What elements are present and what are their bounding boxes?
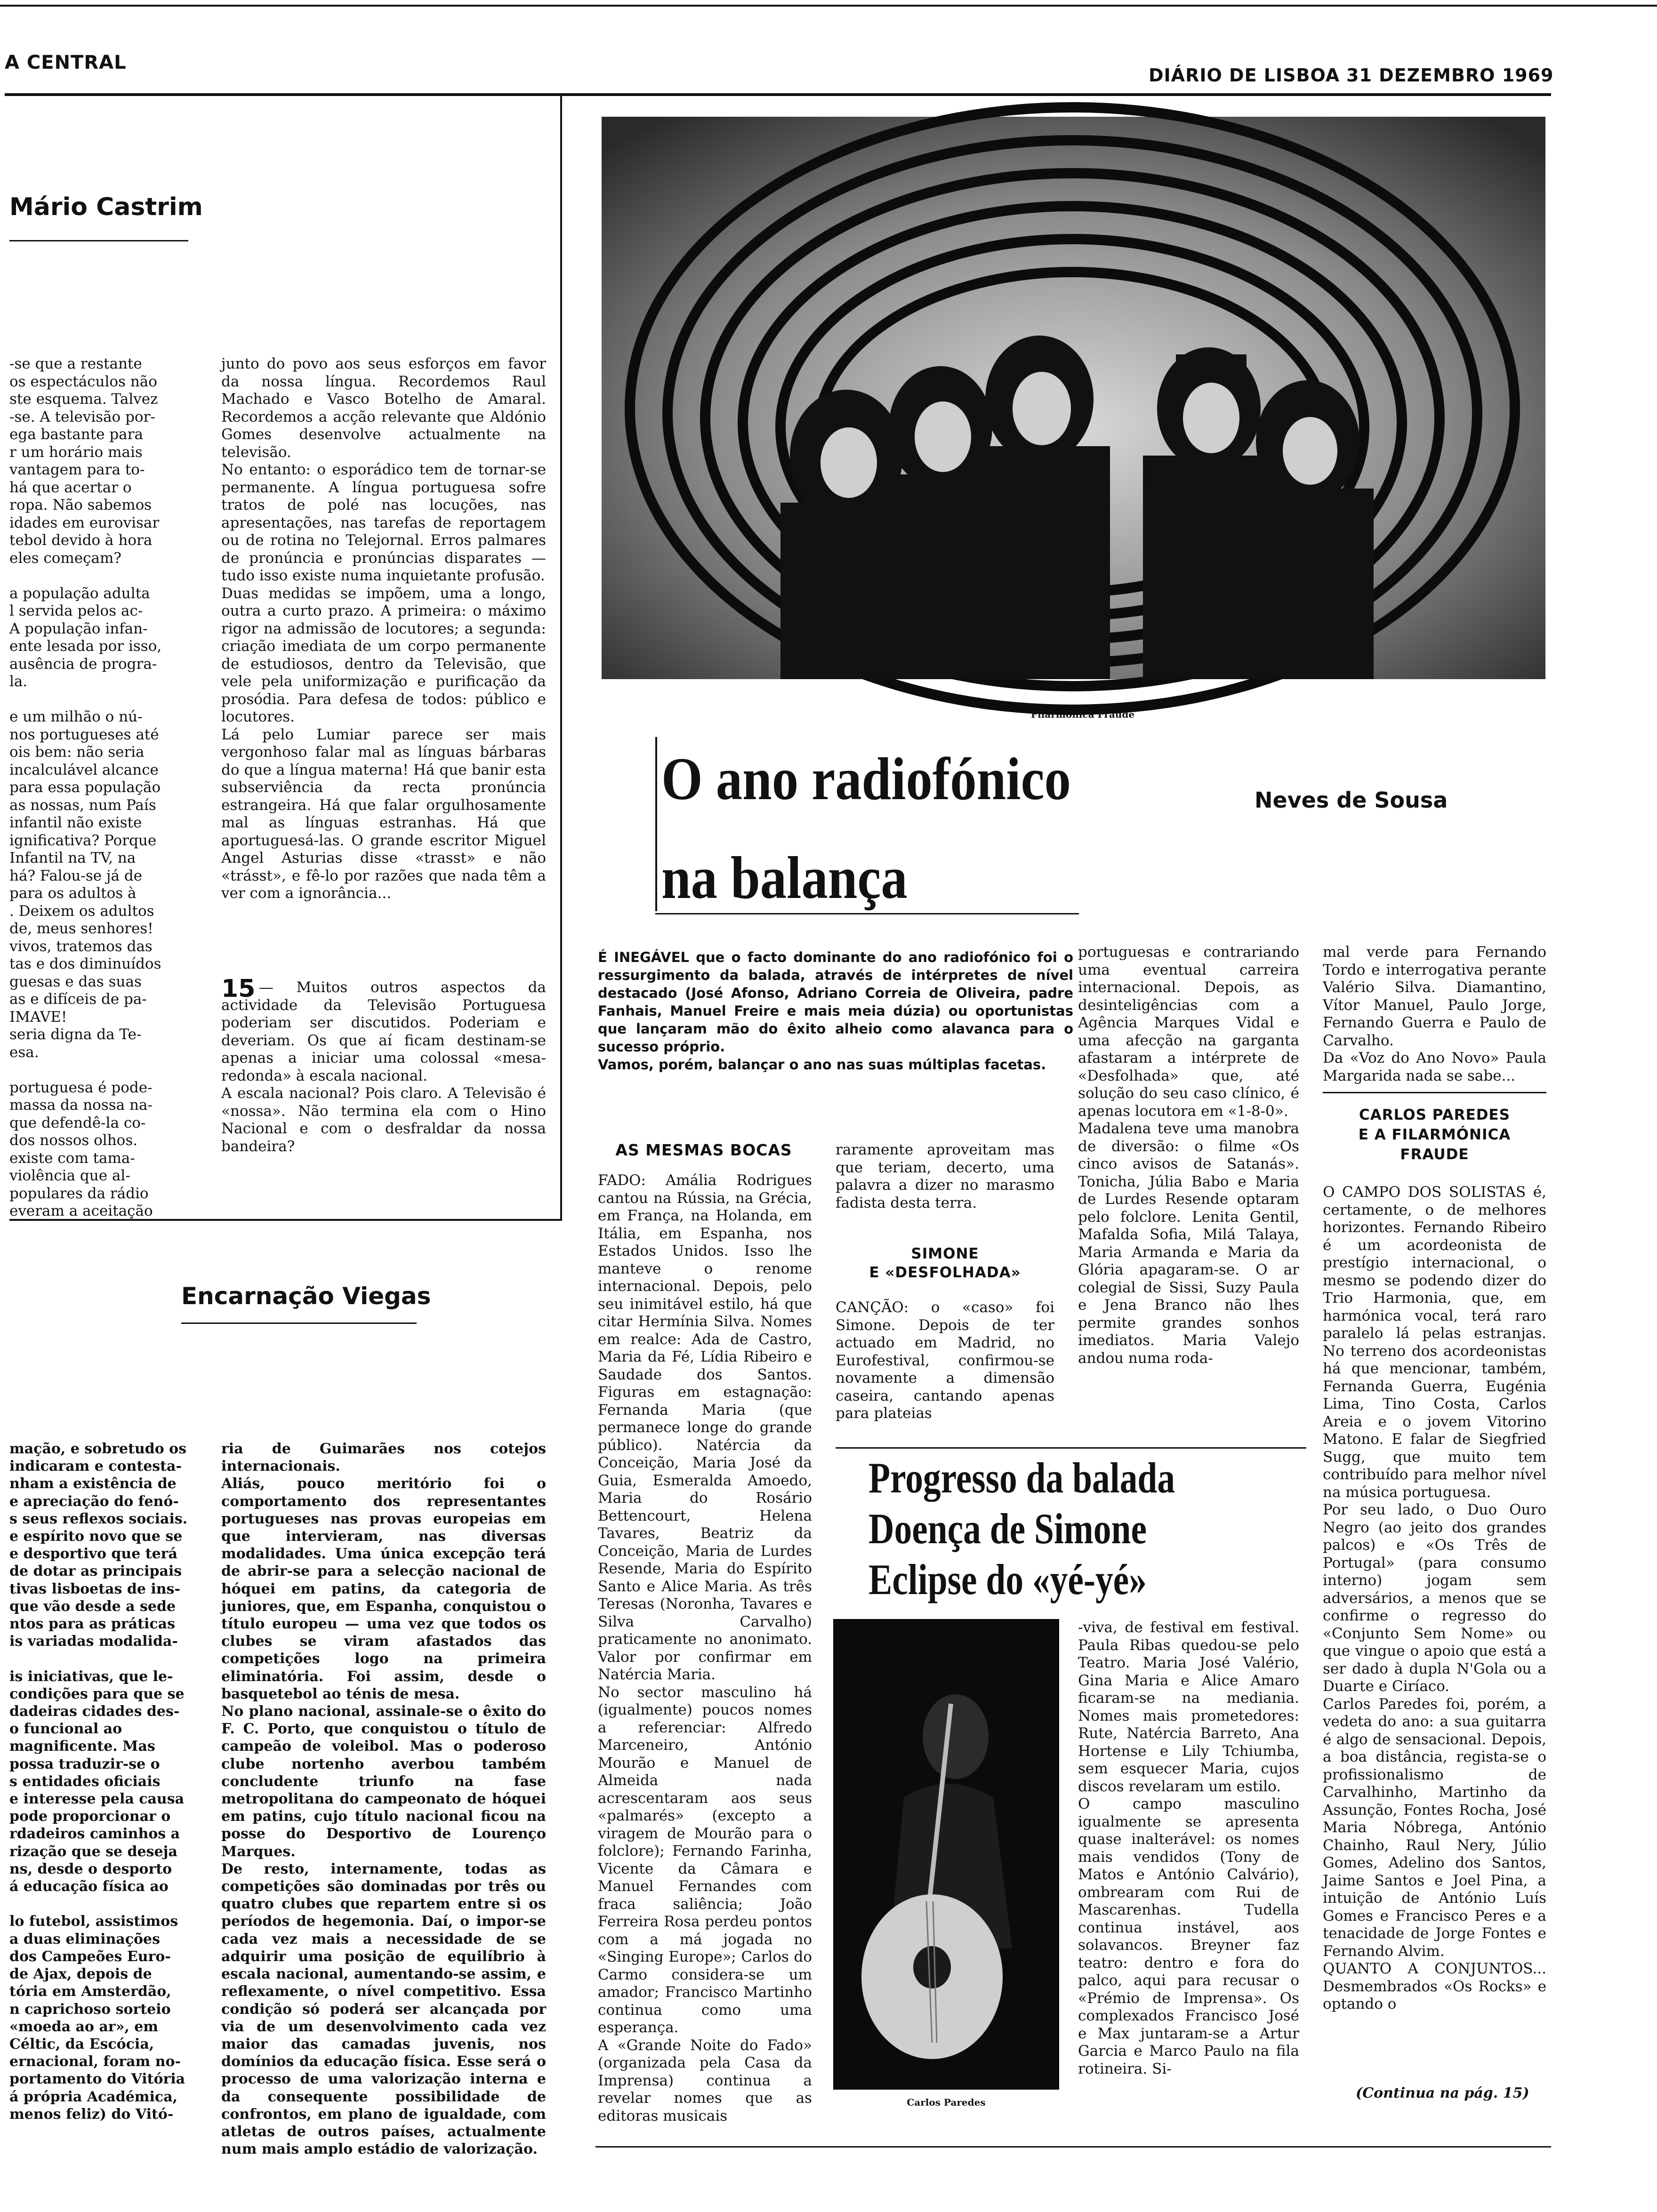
headline-line-1: O ano radiofónico xyxy=(661,745,1071,812)
continued-note: (Continua na pág. 15) xyxy=(1356,2085,1529,2101)
issue-date: 31 DEZEMBRO 1969 xyxy=(1346,65,1554,86)
masthead-rule xyxy=(5,93,1551,96)
subhead-carlos-paredes: CARLOS PAREDES xyxy=(1359,1106,1510,1123)
main-col5: -viva, de festival em festival. Paula Ribas quedou-se pelo Teatro. Maria José Valério, Gina Maria e Alice Amaro ficaram-se na mediania. Nomes mais prometedores: Rute, Natércia Barreto, Ana Hortense e Lily Tchiumba, sem esquecer Maria, cujos discos revelaram um estilo. O campo masculino igualmente se apresenta quase inalterável: os nomes mais vendidos (Tony de Matos e António Calvário), ombrearam com Rui de Mascarenhas. Tudella continua instável, aos solavancos. Breyner faz teatro: dentro e fora do palco, aqui para recusar o «Prémio de Imprensa». Os complexados Francisco José e Max juntaram-se a Artur Garcia e Marco Paulo na fila rotineira. Si- xyxy=(1078,1619,1299,2077)
headline-side-rule xyxy=(655,737,657,911)
subheadline-3: Eclipse do «yé-yé» xyxy=(869,1555,1147,1603)
subheadline-top-rule xyxy=(836,1447,1306,1449)
band-photo xyxy=(602,117,1545,679)
section-label: A CENTRAL xyxy=(5,52,127,73)
main-article-lead: É INEGÁVEL que o facto dominante do ano radiofónico foi o ressurgimento da balada, através de intérpretes de nível destacado (José Afonso, Adriano Correia de Oliveira, padre Fanhais, Manuel Freire e mais meia dúzia) ou oportunistas que lançaram mão do êxito alheio como alavanca para o sucesso próprio. Vamos, porém, balançar o ano nas suas múltiplas facetas. xyxy=(598,949,1073,1073)
top-rule xyxy=(0,5,1657,7)
bottom-left-col1: mação, e sobretudo os indicaram e contesta- nham a existência de e apreciação do fenó- s seus reflexos sociais. e espírito novo que se e desportivo que terá de dotar as principais tivas lisboetas de ins- que vão desde a sede ntos para as práticas is variadas modalida- is iniciativas, que le- condições para que se dadeiras cidades des- o funcional ao magnificente. Mas possa traduzir-se o s entidades oficiais e interesse pela causa pode proporcionar o rdadeiros caminhos a rização que se deseja ns, desde o desporto á educação física ao lo futebol, assistimos a duas eliminações dos Campeões Euro- de Ajax, depois de tória em Amsterdão, n caprichoso sorteio «moeda ao ar», em Céltic, da Escócia, ernacional, foram no- portamento do Vitória á própria Académica, menos feliz) do Vitó- xyxy=(9,1441,188,2123)
main-col2: raramente aproveitam mas que teriam, decerto, uma palavra a dizer no marasmo fadista desta terra. xyxy=(836,1141,1054,1211)
main-article-author: Neves de Sousa xyxy=(1255,787,1448,813)
guitar-player-image xyxy=(833,1619,1059,2090)
bottom-left-author: Encarnação Viegas xyxy=(181,1282,431,1310)
headline-rule xyxy=(655,913,1079,914)
band-photo-caption: Filarmónica Fraude xyxy=(1030,709,1135,720)
main-col2b: CANÇÃO: o «caso» foi Simone. Depois de ter actuado em Madrid, no Eurofestival, confirmou-se novamente a dimensão caseira, cantando apenas para plateias xyxy=(836,1299,1054,1422)
headline-line-2: na balança xyxy=(661,844,908,911)
left-article-author: Mário Castrim xyxy=(9,193,203,221)
left-article-col2b: — Muitos outros aspectos da actividade da Televisão Portuguesa poderiam ser discutidos. Poderiam e deveriam. Os que aí ficam destinam-se apenas a iniciar uma colossal «mesa-redonda» à escala nacional. A escala nacional? Pois claro. A Televisão é «nossa». Não termina ela com o Hino Nacional e com o desfraldar da nossa bandeira? xyxy=(221,979,546,1155)
left-article-col2: junto do povo aos seus esforços em favor da nossa língua. Recordemos Raul Machado e Vasco Botelho de Amaral. Recordemos a acção relevante que Aldónio Gomes desenvolve actualmente na televisão. No entanto: o esporádico tem de tornar-se permanente. A língua portuguesa sofre tratos de polé nas locuções, nas apresentações, nas tarefas de reportagem ou de rotina no Telejornal. Erros palmares de pronúncia e pronúncias disparates — tudo isso existe numa inquietante profusão. Duas medidas se impõem, uma a longo, outra a curto prazo. A primeira: o máximo rigor na admissão de locutores; a segunda: criação imediata de um corpo permanente de estudiosos, dentro da Televisão, que vele pela uniformização e purificação da prosódia. Para defesa de todos: público e locutores. Lá pelo Lumiar parece ser mais vergonhoso falar mal as línguas bárbaras do que a língua materna! Há que banir esta subserviência da recta pronúncia estrangeira. Há que falar orgulhosamente mal as línguas estranhas. Há que aportuguesá-las. O grande escritor Miguel Angel Asturias disse «trasst» e não «trásst», e fê-lo por razões que nada têm a ver com a ignorância... xyxy=(221,355,546,902)
author-rule xyxy=(9,240,188,241)
band-photo-image xyxy=(602,117,1545,679)
bottom-left-author-rule xyxy=(181,1322,417,1324)
main-col4b: O CAMPO DOS SOLISTAS é, certamente, o de melhores horizontes. Fernando Ribeiro é um acordeonista de prestígio internacional, o mesmo se podendo dizer do Trio Harmonia, que, em harmónica vocal, terá raro paralelo lá pelas estranjas. No terreno dos acordeonistas há que mencionar, também, Fernanda Guerra, Eugénia Lima, Tino Costa, Carlos Areia e o jovem Vitorino Matono. E falar de Siegfried Sugg, que muito tem contribuído para melhor nível na música portuguesa. Por seu lado, o Duo Ouro Negro (ao jeito dos grandes palcos) e «Os Três de Portugal» (para consumo interno) jogam sem adversários, a menos que se confirme o regresso do «Conjunto Sem Nome» ou que vingue o apoio que está a ser dado à dupla N'Gola ou a Duarte e Ciríaco. Carlos Paredes foi, porém, a vedeta do ano: a sua guitarra é algo de sensacional. Depois, a boa distância, regista-se o profissionalismo de Carvalhinho, Martinho da Assunção, Fontes Rocha, José Maria Nóbrega, António Chainho, Raul Nery, Júlio Gomes, Adelino dos Santos, Jaime Santos e Joel Pina, a intuição de António Luís Gomes e Francisco Peres e a tenacidade de Jorge Fontes e Fernando Alvim. QUANTO A CONJUNTOS... Desmembrados «Os Rocks» e optando o xyxy=(1323,1184,1546,2012)
subheadline-2: Doença de Simone xyxy=(869,1505,1147,1553)
subhead-fraude: FRAUDE xyxy=(1400,1146,1469,1163)
col4-divider xyxy=(1323,1092,1546,1093)
bottom-left-col2: ria de Guimarães nos cotejos internacionais. Aliás, pouco meritório foi o comportamento dos representantes portugueses nas provas europeias em que intervieram, nas diversas modalidades. Uma única excepção terá de abrir-se para a selecção nacional de hóquei em patins, da categoria de juniores, que, em Espanha, conquistou o título europeu — uma vez que todos os clubes se viram afastados das competições logo na primeira eliminatória. Foi assim, desde o basquetebol ao ténis de mesa. No plano nacional, assinale-se o êxito do F. C. Porto, que conquistou o título de campeão de voleibol. Mas o poderoso clube nortenho averbou também concludente triunfo na fase metropolitana do campeonato de hóquei em patins, cujo título nacional ficou na posse do Desportivo de Lourenço Marques. De resto, internamente, todas as competições são dominadas por três ou quatro clubes que repartem entre si os períodos de hegemonia. Daí, o impor-se cada vez mais a necessidade de se adquirir uma posição de equilíbrio à escala nacional, aumentando-se assim, e reflexamente, o nível competitivo. Essa condição só poderá ser alcançada por via de um desenvolvimento cada vez maior das camadas juvenis, nos domínios da educação física. Esse será o processo de uma valorização interna e da consequente possibilidade de confrontos, em plano de igualdade, com atletas de outros países, actualmente num mais amplo estádio de valorização. xyxy=(221,1441,546,2158)
left-article-col1: -se que a restante os espectáculos não ste esquema. Talvez -se. A televisão por- ega bastante para r um horário mais vantagem para to- há que acertar o ropa. Não sabemos idades em eurovisar tebol devido à hora eles começam? a população adulta l servida pelos ac- A população infan- ente lesada por isso, ausência de progra- la. e um milhão o nú- nos portugueses até ois bem: não seria incalculável alcance para essa população as nossas, num País infantil não existe ignificativa? Porque Infantil na TV, na há? Falou-se já de para os adultos à . Deixem os adultos de, meus senhores! vivos, tratemos das tas e dos diminuídos guesas e das suas as e difíceis de pa- IMAVE! seria digna da Te- esa. portuguesa é pode- massa da nossa na- que defendê-la co- dos nossos olhos. existe com tama- violência que al- populares da rádio everam a aceitação xyxy=(9,355,162,1219)
subhead-simone: SIMONE xyxy=(911,1245,979,1262)
left-box-border xyxy=(560,96,562,1221)
subhead-filarmonica: E A FILARMÓNICA xyxy=(1358,1126,1511,1143)
carlos-paredes-photo xyxy=(833,1619,1059,2090)
main-col1: FADO: Amália Rodrigues cantou na Rússia, na Grécia, em França, na Holanda, em Itália, em Espanha, nos Estados Unidos. Isso lhe manteve o renome internacional. Depois, pelo seu inimitável estilo, há que citar Hermínia Silva. Nomes em realce: Ada de Castro, Maria da Fé, Lídia Ribeiro e Saudade dos Santos. Figuras em estagnação: Fernanda Maria (que permanece longe do grande público). Natércia da Conceição, Maria José da Guia, Esmeralda Amoedo, Maria do Rosário Bettencourt, Helena Tavares, Beatriz da Conceição, Maria de Lurdes Resende, Maria do Espírito Santo e Alice Maria. As três Teresas (Noronha, Tavares e Silva Carvalho) praticamente no anonimato. Valor por confirmar em Natércia Maria. No sector masculino há (igualmente) poucos nomes a referenciar: Alfredo Marceneiro, António Mourão e Manuel de Almeida nada acrescentaram aos seus «palmarés» (excepto a viragem de Mourão para o folclore); Fernando Farinha, Vicente da Câmara e Manuel Fernandes com fraca saliência; João Ferreira Rosa perdeu pontos com a má jogada no «Singing Europe»; Carlos do Carmo considera-se um amador; Francisco Martinho continua como uma esperança. A «Grande Noite do Fado» (organizada pela Casa da Imprensa) continua a revelar nomes que as editoras musicais xyxy=(598,1172,812,2124)
left-article-number: 15 xyxy=(221,975,256,1003)
bottom-rule xyxy=(595,2146,1551,2148)
subheadline-1: Progresso da balada xyxy=(869,1454,1175,1502)
main-col3: portuguesas e contrariando uma eventual carreira internacional. Depois, as desinteligências com a Agência Marques Vidal e uma afecção na garganta afastaram a intérprete de «Desfolhada» que, até solução do seu caso clínico, é apenas locutora em «1-8-0». Madalena teve uma manobra de diversão: o filme «Os cinco avisos de Satanás». Tonicha, Júlia Babo e Maria de Lurdes Resende optaram pelo folclore. Lenita Gentil, Mafalda Sofia, Milá Talaya, Maria Armanda e Maria da Glória apagaram-se. O ar colegial de Sissi, Suzy Paula e Jena Branco não lhes permite grandes sonhos imediatos. Maria Valejo andou numa roda- xyxy=(1078,944,1299,1367)
paper-name: DIÁRIO DE LISBOA xyxy=(1149,65,1340,86)
subhead-mesmas-bocas: AS MESMAS BOCAS xyxy=(615,1141,792,1159)
subhead-desfolhada: E «DESFOLHADA» xyxy=(869,1264,1021,1281)
main-col4: mal verde para Fernando Tordo e interrogativa perante Valério Silva. Diamantino, Vítor Manuel, Paulo Jorge, Fernando Guerra e Paulo de Carvalho. Da «Voz do Ano Novo» Paula Margarida nada se sabe... xyxy=(1323,944,1546,1084)
carlos-paredes-caption: Carlos Paredes xyxy=(907,2097,986,2108)
